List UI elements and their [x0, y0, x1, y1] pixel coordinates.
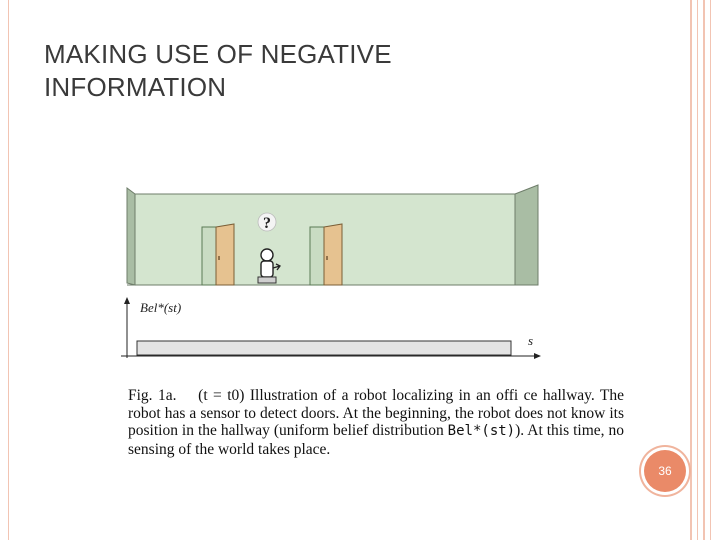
hallway-wall — [127, 188, 135, 285]
caption-text: Illustration of a robot localizing in an offi ce hallway. The robot has a sensor to detect doors. At the beginning, the robot does not know its position in the hallway (uniform belief distribution — [128, 387, 625, 439]
caption-time: (t = t0) — [198, 387, 245, 404]
caption-belief: Bel*(st) — [447, 423, 516, 439]
x-axis-arrow-icon — [534, 353, 541, 359]
slide-border-line — [710, 0, 711, 540]
figure-caption — [128, 387, 624, 458]
hallway-figure — [110, 180, 550, 365]
door — [310, 224, 342, 285]
question-mark: ? — [263, 215, 271, 232]
caption-text: ). At this time, no sensing of the world takes place. — [128, 422, 624, 458]
slide-title-line: MAKING USE OF NEGATIVE — [44, 39, 392, 69]
axis-label-s: s — [528, 333, 534, 348]
slide-border-line — [8, 0, 9, 540]
slide-title — [44, 38, 392, 104]
slide-border-line — [703, 0, 705, 540]
caption-lead: Fig. 1a. — [128, 387, 177, 404]
door — [202, 224, 234, 285]
belief-label: Bel*(st) — [140, 300, 182, 315]
y-axis-arrow-icon — [124, 297, 130, 304]
page-number: 36 — [658, 464, 672, 478]
page-number-badge — [644, 450, 686, 492]
slide-border-line — [690, 0, 692, 540]
slide-border-line — [697, 0, 698, 540]
slide-title-line: INFORMATION — [44, 72, 227, 102]
hallway-wall — [515, 185, 538, 285]
uniform-belief-bar — [137, 341, 511, 355]
